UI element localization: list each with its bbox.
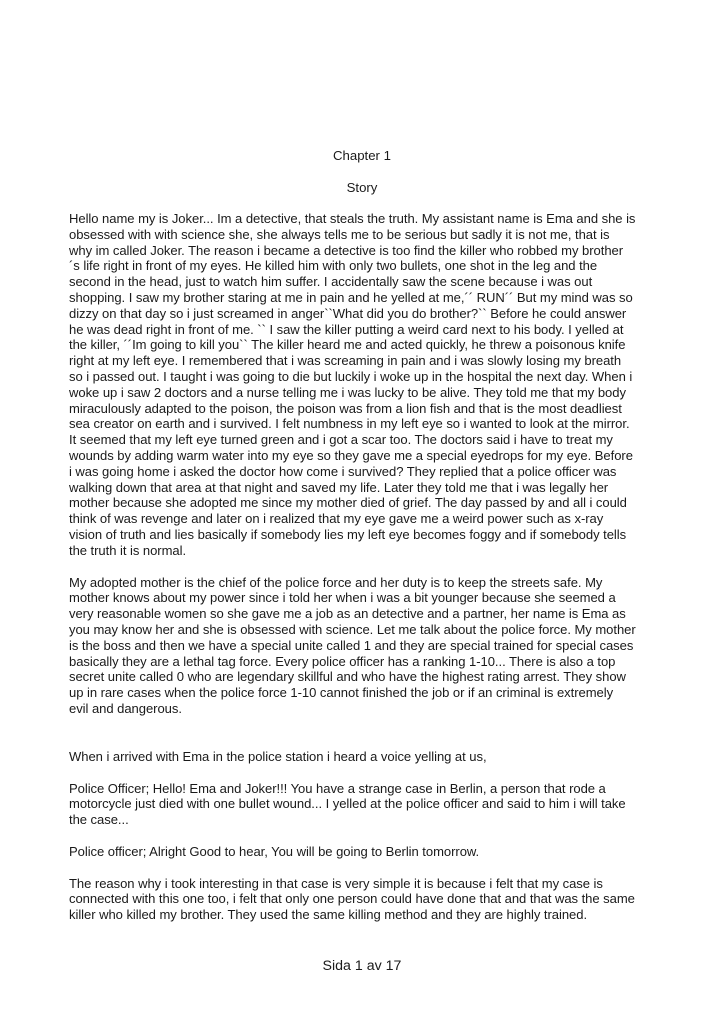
page-number: Sida 1 av 17 [322, 958, 402, 974]
paragraph-officer-dialogue: Police Officer; Hello! Ema and Joker!!! You have a strange case in Berlin, a person that rode a motorcycle just died with one bullet wound... I yelled at the police officer and said to him i will take the case... [69, 780, 626, 828]
section-title: Story [346, 180, 378, 195]
paragraph-intro: Hello name my is Joker... Im a detective, that steals the truth. My assistant name is Ema and she is obsessed with with science she, she always tells me to be serious but sadly it is not me, that is why im called Joker. The reason i became a detective is too find the killer who robbed my brother ´s life right in front of my eyes. He killed him with only two bullets, one shot in the leg and the second in the head, just to watch him suffer. I accidentally saw the scene because i was out shopping. I saw my brother staring at me in pain and he yelled at me,´´ RUN´´ But my mind was so dizzy on that day so i just screamed in anger``What did you do brother?`` Before he could answer he was dead right in front of me. `` I saw the killer putting a weird card next to his body. I yelled at the killer, ´´Im going to kill you`` The killer heard me and acted quickly, he threw a poisonous knife right at my left eye. I remembered that i was screaming in pain and i was slowly losing my breath so i passed out. I taught i was going to die but luckily i woke up in the hospital the next day. When i woke up i saw 2 doctors and a nurse telling me i was lucky to be alive. They told me that my body miraculously adapted to the poison, the poison was from a lion fish and that is the most deadliest sea creator on earth and i survived. I felt numbness in my left eye so i wanted to look at the mirror. It seemed that my left eye turned green and i got a scar too. The doctors said i have to treat my wounds by adding warm water into my eye so they gave me a special eyedrops for my eye. Before i was going home i asked the doctor how come i survived? They replied that a police officer was walking down that area at that night and saved my life. Later they told me that i was legally her mother because she adopted me since my mother died of grief. The day passed by and all i could think of was revenge and later on i realized that my eye gave me a weird power such as x-ray vision of truth and lies basically if somebody lies my left eye becomes foggy and if somebody tells the truth it is normal. [69, 211, 636, 558]
paragraph-officer-reply: Police officer; Alright Good to hear, You will be going to Berlin tomorrow. [69, 843, 480, 859]
chapter-heading: Chapter 1 [333, 148, 391, 163]
body-text [69, 211, 659, 923]
paragraph-arrival: When i arrived with Ema in the police station i heard a voice yelling at us, [69, 748, 487, 764]
paragraph-police-force: My adopted mother is the chief of the police force and her duty is to keep the streets safe. My mother knows about my power since i told her when i was a bit younger because she seemed a very reasonable women so she gave me a job as an detective and a partner, her name is Ema as you may know her and she is obsessed with science. Let me talk about the police force. My mother is the boss and then we have a special unite called 1 and they are special trained for special cases basically they are a lethal tag force. Every police officer has a ranking 1-10... There is also a top secret unite called 0 who are legendary skillful and who have the highest rating arrest. They show up in rare cases when the police force 1-10 cannot finished the job or if an criminal is extremely evil and dangerous. [69, 574, 636, 716]
paragraph-reason: The reason why i took interesting in that case is very simple it is because i felt that my case is connected with this one too, i felt that only one person could have done that and that was the same killer who killed my brother. They used the same killing method and they are highly trained. [69, 875, 635, 923]
